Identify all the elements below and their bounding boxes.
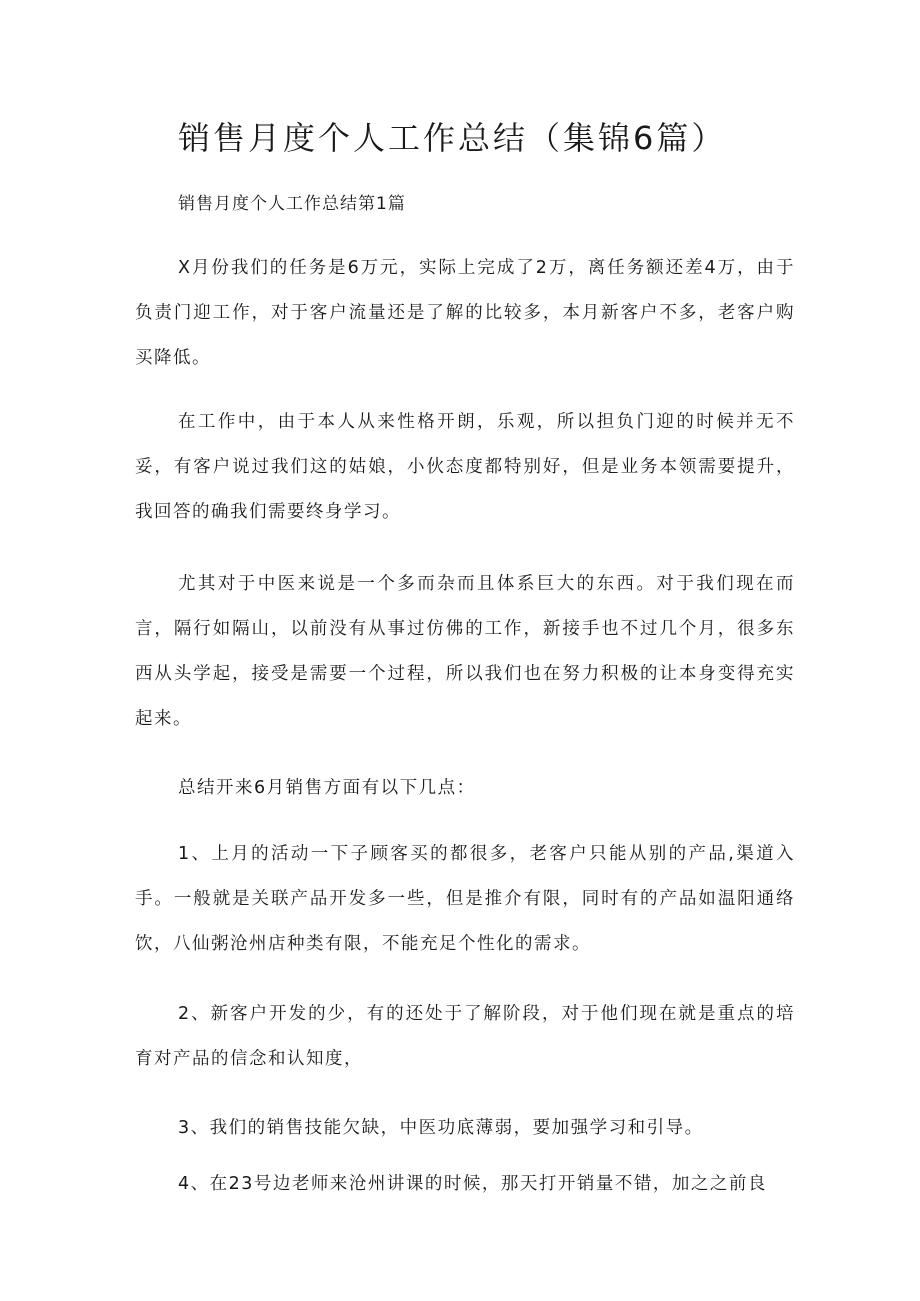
list-item-3: 3、我们的销售技能欠缺，中医功底薄弱，要加强学习和引导。	[178, 1118, 704, 1138]
list-item-2: 2、新客户开发的少，有的还处于了解阶段，对于他们现在就是重点的培育对产品的信念和认知度，	[135, 1004, 795, 1069]
list-item-4: 4、在23号边老师来沧州讲课的时候，那天打开销量不错，加之之前良	[178, 1174, 767, 1194]
paragraph-learning: 尤其对于中医来说是一个多而杂而且体系巨大的东西。对于我们现在而言，隔行如隔山，以前没有从事过仿佛的工作，新接手也不过几个月，很多东西从头学起，接受是需要一个过程，所以我们也在努力积极的让本身变得充实起来。	[135, 574, 795, 729]
list-item-1: 1、上月的活动一下子顾客买的都很多，老客户只能从别的产品,渠道入手。一般就是关联产品开发多一些，但是推介有限，同时有的产品如温阳通络饮，八仙粥沧州店种类有限，不能充足个性化的需求。	[135, 844, 795, 954]
document-title: 销售月度个人工作总结（集锦6篇）	[178, 119, 727, 157]
paragraph-summary-intro: 总结开来6月销售方面有以下几点：	[178, 778, 476, 798]
section-heading: 销售月度个人工作总结第1篇	[178, 194, 406, 214]
paragraph-task-summary: X月份我们的任务是6万元，实际上完成了2万，离任务额还差4万，由于负责门迎工作，对于客户流量还是了解的比较多，本月新客户不多，老客户购买降低。	[135, 258, 795, 368]
paragraph-work-attitude: 在工作中，由于本人从来性格开朗，乐观，所以担负门迎的时候并无不妥，有客户说过我们这的姑娘，小伙态度都特别好，但是业务本领需要提升，我回答的确我们需要终身学习。	[135, 412, 795, 522]
